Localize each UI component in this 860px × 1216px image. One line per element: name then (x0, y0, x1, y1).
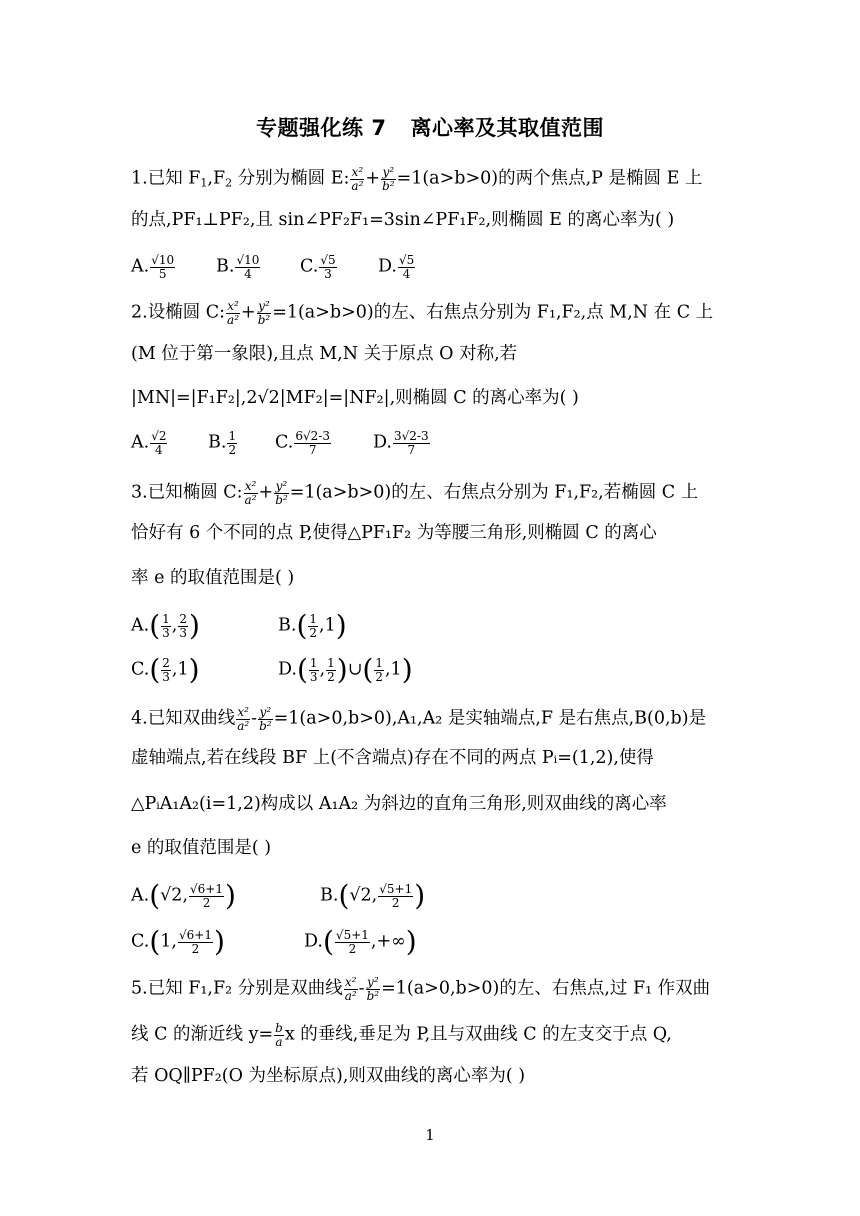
q4-option-b: B.(√2, $\frac{√5+1}{2}$ ) (320, 879, 426, 912)
q3-option-b: B.( $\frac{1}{2}$ ,1) (278, 609, 347, 642)
question-2-line-3: |MN|=|F₁F₂|,2√2|MF₂|=|NF₂|,则椭圆 C 的离心率为( ) (131, 388, 579, 408)
question-4-line-3: △PᵢA₁A₂(i=1,2)构成以 A₁A₂ 为斜边的直角三角形,则双曲线的离心率 (131, 794, 667, 814)
question-3-line-2: 恰好有 6 个不同的点 P,使得△PF₁F₂ 为等腰三角形,则椭圆 C 的离心 (131, 523, 657, 543)
question-4-line-4: e 的取值范围是( ) (131, 838, 272, 858)
fraction-y2-b2: $\frac{\text{y²}}{\text{b²}}$ (382, 165, 395, 193)
q4-option-d: D.( $\frac{√5+1}{2}$ ,+∞) (304, 925, 417, 958)
q3-option-d: D.( $\frac{1}{3}$ , $\frac{1}{2}$ )∪( $\frac{1}{2}$ ,1) (278, 653, 413, 686)
q4-option-c: C.(1, $\frac{√6+1}{2}$ ) (131, 925, 225, 958)
question-5-line-2: 线 C 的渐近线 y= $\frac{b}{a}$ x 的垂线,垂足为 P,且与双曲线 C 的左支交于点 Q, (131, 1021, 672, 1049)
question-1-line-1: 1.已知 $F_1,F_2$ 分别为椭圆 E: $\frac{\text{x²}}{\text{a²}}$ + $\frac{\text{y²}}{\text{b²}}$ =1(a>b>0)的两个焦点,P 是椭圆 E 上 (131, 165, 703, 193)
question-4-line-1: 4.已知双曲线 $\frac{\text{x²}}{\text{a²}}$ - $\frac{\text{y²}}{\text{b²}}$ =1(a>0,b>0),A₁,A₂ 是实轴端点,F 是右焦点,B(0,b)是 (131, 705, 707, 733)
q3-option-a: A.( $\frac{1}{3}$ , $\frac{2}{3}$ ) (131, 609, 200, 642)
question-5-line-1: 5.已知 F₁,F₂ 分别是双曲线 $\frac{\text{x²}}{\text{a²}}$ - $\frac{\text{y²}}{\text{b²}}$ =1(a>0,b>0)的左、右焦点,过 F₁ 作双曲 (131, 975, 711, 1003)
question-1-line-2: 的点,PF₁⊥PF₂,且 sin∠PF₂F₁=3sin∠PF₁F₂,则椭圆 E 的离心率为( ) (131, 210, 675, 230)
q2-option-d: D. $\frac{3√2-3}{7}$ (373, 429, 429, 457)
q1-option-a: A. $\frac{√10}{5}$ (131, 253, 175, 281)
question-4-line-2: 虚轴端点,若在线段 BF 上(不含端点)存在不同的两点 Pᵢ=(1,2),使得 (131, 748, 654, 768)
q3-option-c: C.( $\frac{2}{3}$ ,1) (131, 653, 200, 686)
fraction-x2-a2: $\frac{\text{x²}}{\text{a²}}$ (351, 165, 364, 193)
q1-option-c: C. $\frac{√5}{3}$ (300, 253, 336, 281)
question-3-line-1: 3.已知椭圆 C: $\frac{\text{x²}}{\text{a²}}$ + $\frac{\text{y²}}{\text{b²}}$ =1(a>b>0)的左、右焦点分别为 F₁,F₂,若椭圆 C 上 (131, 479, 699, 507)
q2-option-c: C. $\frac{6√2-3}{7}$ (275, 429, 330, 457)
page-number: 1 (425, 1126, 435, 1144)
question-2-line-2: (M 位于第一象限),且点 M,N 关于原点 O 对称,若 (131, 344, 518, 364)
question-3-line-3: 率 e 的取值范围是( ) (131, 568, 295, 588)
question-5-line-3: 若 OQ∥PF₂(O 为坐标原点),则双曲线的离心率为( ) (131, 1066, 526, 1086)
q1-option-b: B. $\frac{√10}{4}$ (216, 253, 260, 281)
question-2-line-1: 2.设椭圆 C: $\frac{\text{x²}}{\text{a²}}$ + $\frac{\text{y²}}{\text{b²}}$ =1(a>b>0)的左、右焦点分别为 F₁,F₂,点 M,N 在 C 上 (131, 299, 714, 327)
q2-option-b: B. $\frac{1}{2}$ (208, 429, 237, 457)
q1-option-d: D. $\frac{√5}{4}$ (378, 253, 415, 281)
q2-option-a: A. $\frac{√2}{4}$ (131, 429, 167, 457)
q4-option-a: A.(√2, $\frac{√6+1}{2}$ ) (131, 879, 236, 912)
page-title: 专题强化练 7 离心率及其取值范围 (256, 116, 604, 140)
